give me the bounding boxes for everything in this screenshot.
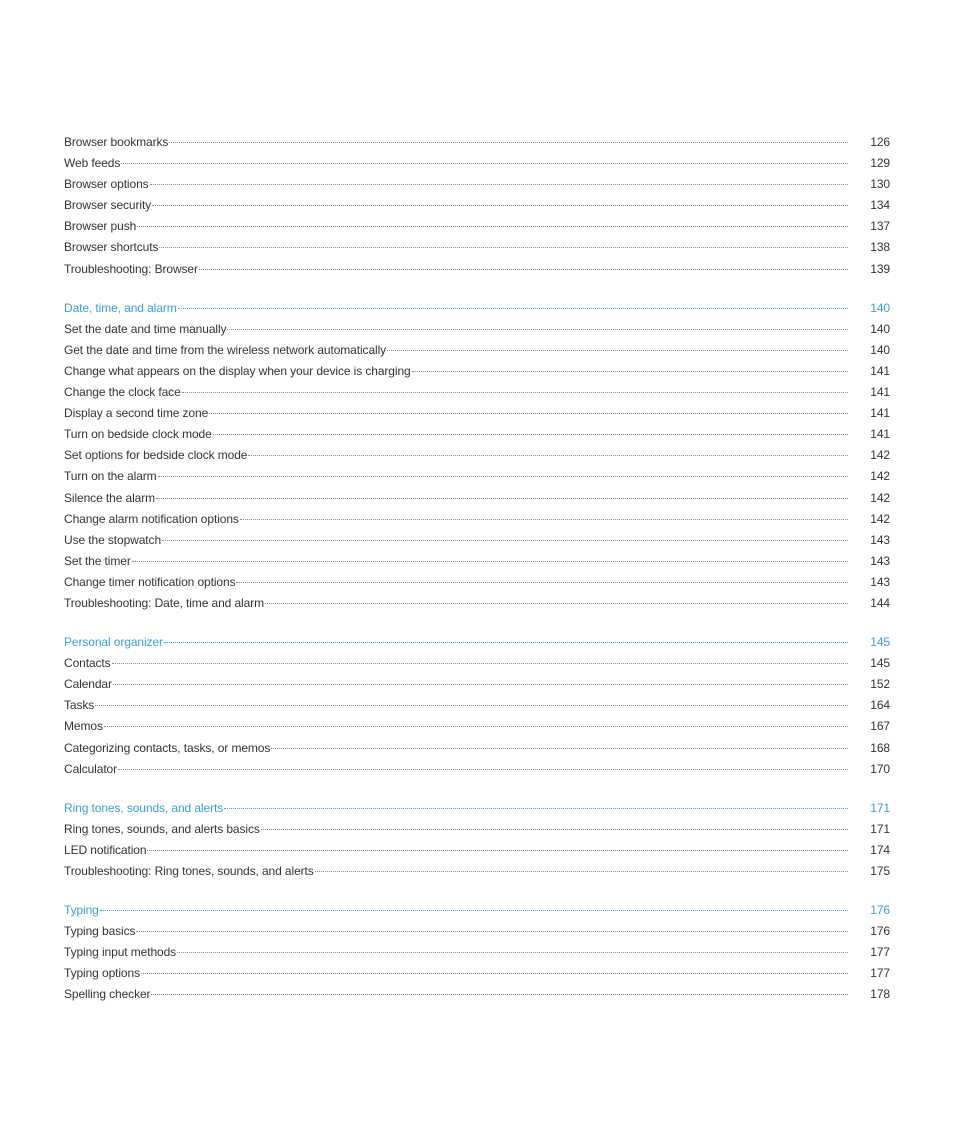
toc-heading-label: Ring tones, sounds, and alerts: [64, 800, 224, 815]
toc-entry[interactable]: [64, 488, 890, 509]
toc-entry-label: Web feeds: [64, 156, 121, 171]
page-number: 170: [870, 761, 890, 776]
page-number: 143: [870, 553, 890, 568]
dot-leader: [151, 993, 848, 995]
toc-entry-label: Display a second time zone: [64, 406, 209, 421]
dot-leader: [118, 768, 848, 770]
toc-entry[interactable]: [64, 237, 890, 258]
toc-entry[interactable]: [64, 259, 890, 280]
dot-leader: [152, 204, 848, 206]
page-number: 168: [870, 740, 890, 755]
toc-entry[interactable]: [64, 382, 890, 403]
dot-leader: [159, 246, 848, 248]
page-number: 141: [870, 363, 890, 378]
toc-section: [64, 632, 890, 780]
dot-leader: [100, 909, 848, 911]
dot-leader: [136, 930, 848, 932]
toc-entry-label: Browser shortcuts: [64, 240, 159, 255]
toc-entry[interactable]: [64, 216, 890, 237]
toc-entry-label: Troubleshooting: Browser: [64, 261, 198, 276]
toc-entry-label: Spelling checker: [64, 987, 151, 1002]
dot-leader: [265, 602, 848, 604]
toc-entry-label: Memos: [64, 719, 103, 734]
toc-entry-label: Change alarm notification options: [64, 511, 239, 526]
dot-leader: [236, 581, 848, 583]
dot-leader: [150, 183, 848, 185]
toc-entry-label: Change timer notification options: [64, 574, 236, 589]
dot-leader: [169, 141, 848, 143]
toc-entry-label: Browser security: [64, 198, 152, 213]
toc-entry-label: Troubleshooting: Ring tones, sounds, and alerts: [64, 864, 314, 878]
toc-entry[interactable]: [64, 530, 890, 551]
page-number: 143: [870, 574, 890, 589]
page-number: 176: [870, 903, 890, 918]
dot-leader: [209, 412, 848, 414]
toc-entry[interactable]: [64, 153, 890, 174]
page-number: 140: [870, 321, 890, 336]
dot-leader: [224, 807, 848, 809]
toc-entry-label: Tasks: [64, 698, 95, 713]
toc-entry-label: Browser options: [64, 177, 149, 192]
toc-section-heading[interactable]: [64, 900, 890, 921]
toc-heading-label: Date, time, and alarm: [64, 300, 177, 315]
page-number: 129: [870, 156, 890, 171]
toc-entry-label: Set the timer: [64, 553, 131, 568]
toc-entry[interactable]: [64, 759, 890, 780]
dot-leader: [95, 704, 848, 706]
toc-entry-label: Use the stopwatch: [64, 532, 162, 547]
toc-entry-label: Typing options: [64, 966, 140, 981]
page-number: 152: [870, 677, 890, 692]
dot-leader: [248, 454, 848, 456]
page-number: 139: [870, 261, 890, 276]
toc-entry[interactable]: [64, 840, 890, 861]
toc-entry-label: LED notification: [64, 842, 147, 857]
dot-leader: [240, 518, 848, 520]
toc-entry-label: Categorizing contacts, tasks, or memos: [64, 740, 271, 755]
toc-entry[interactable]: [64, 674, 890, 695]
dot-leader: [177, 951, 848, 953]
toc-entry[interactable]: [64, 942, 890, 963]
toc-entry[interactable]: [64, 984, 890, 1005]
page-number: 144: [870, 595, 890, 610]
toc-entry-label: Typing basics: [64, 924, 136, 939]
toc-entry[interactable]: [64, 695, 890, 716]
toc-heading-label: Typing: [64, 903, 99, 918]
toc-entry-label: Calendar: [64, 677, 112, 692]
toc-heading-label: Personal organizer: [64, 635, 163, 650]
page-number: 174: [870, 842, 890, 857]
page-number: 175: [870, 864, 890, 878]
toc-entry-label: Change the clock face: [64, 385, 181, 400]
page-number: 177: [870, 945, 890, 960]
page-number: 142: [870, 511, 890, 526]
toc-entry[interactable]: [64, 174, 890, 195]
dot-leader: [137, 225, 848, 227]
toc-entry[interactable]: [64, 738, 890, 759]
dot-leader: [104, 725, 848, 727]
toc-entry-label: Ring tones, sounds, and alerts basics: [64, 821, 260, 836]
toc-entry[interactable]: [64, 653, 890, 674]
toc-entry-label: Change what appears on the display when your device is charging: [64, 363, 411, 378]
toc-entry[interactable]: [64, 509, 890, 530]
page-number: 171: [870, 821, 890, 836]
dot-leader: [147, 849, 848, 851]
dot-leader: [182, 391, 848, 393]
toc-entry[interactable]: [64, 195, 890, 216]
toc-entry-label: Browser push: [64, 219, 137, 234]
page-number: 176: [870, 924, 890, 939]
page-number: 178: [870, 987, 890, 1002]
dot-leader: [121, 162, 848, 164]
toc-section-heading[interactable]: [64, 632, 890, 653]
page-number: 141: [870, 406, 890, 421]
page-number: 142: [870, 490, 890, 505]
page-number: 141: [870, 427, 890, 442]
dot-leader: [112, 662, 848, 664]
toc-entry[interactable]: [64, 593, 890, 614]
toc-entry[interactable]: [64, 819, 890, 840]
page-number: 145: [870, 656, 890, 671]
toc-entry[interactable]: [64, 445, 890, 466]
dot-leader: [315, 870, 848, 872]
page-number: 138: [870, 240, 890, 255]
toc-entry-label: Turn on bedside clock mode: [64, 427, 212, 442]
dot-leader: [158, 475, 848, 477]
dot-leader: [178, 307, 848, 309]
dot-leader: [132, 560, 848, 562]
toc-entry[interactable]: [64, 132, 890, 153]
toc-entry-label: Set options for bedside clock mode: [64, 448, 248, 463]
toc-entry-label: Troubleshooting: Date, time and alarm: [64, 595, 264, 610]
page-number: 126: [870, 135, 890, 149]
toc-entry-label: Turn on the alarm: [64, 469, 157, 484]
page-number: 142: [870, 448, 890, 463]
page-number: 171: [870, 800, 890, 815]
table-of-contents: [64, 132, 890, 1024]
toc-section: [64, 798, 890, 882]
dot-leader: [164, 641, 848, 643]
dot-leader: [227, 328, 848, 330]
toc-section: [64, 132, 890, 280]
dot-leader: [387, 349, 848, 351]
page-number: 177: [870, 966, 890, 981]
toc-entry[interactable]: [64, 361, 890, 382]
toc-entry-label: Set the date and time manually: [64, 321, 227, 336]
page-number: 130: [870, 177, 890, 192]
toc-section: [64, 298, 890, 614]
toc-entry[interactable]: [64, 466, 890, 487]
dot-leader: [141, 972, 848, 974]
toc-entry[interactable]: [64, 963, 890, 984]
toc-entry[interactable]: [64, 403, 890, 424]
toc-entry[interactable]: [64, 572, 890, 593]
toc-entry[interactable]: [64, 551, 890, 572]
toc-entry[interactable]: [64, 424, 890, 445]
toc-entry[interactable]: [64, 340, 890, 361]
dot-leader: [162, 539, 848, 541]
page-number: 141: [870, 385, 890, 400]
toc-entry-label: Contacts: [64, 656, 111, 671]
toc-entry[interactable]: [64, 861, 890, 882]
toc-entry-label: Typing input methods: [64, 945, 177, 960]
dot-leader: [271, 747, 848, 749]
toc-entry[interactable]: [64, 921, 890, 942]
dot-leader: [213, 433, 848, 435]
toc-section: [64, 900, 890, 1005]
dot-leader: [156, 497, 848, 499]
dot-leader: [199, 268, 848, 270]
toc-entry-label: Browser bookmarks: [64, 135, 169, 149]
dot-leader: [412, 370, 848, 372]
page-number: 142: [870, 469, 890, 484]
toc-entry-label: Get the date and time from the wireless network automatically: [64, 342, 387, 357]
toc-entry[interactable]: [64, 319, 890, 340]
page-number: 145: [870, 635, 890, 650]
page-number: 164: [870, 698, 890, 713]
dot-leader: [113, 683, 848, 685]
toc-entry-label: Silence the alarm: [64, 490, 156, 505]
toc-entry-label: Calculator: [64, 761, 118, 776]
page-number: 143: [870, 532, 890, 547]
page-number: 134: [870, 198, 890, 213]
dot-leader: [261, 828, 848, 830]
toc-entry[interactable]: [64, 716, 890, 737]
toc-section-heading[interactable]: [64, 298, 890, 319]
page-number: 140: [870, 300, 890, 315]
page-number: 140: [870, 342, 890, 357]
page-number: 167: [870, 719, 890, 734]
page-number: 137: [870, 219, 890, 234]
toc-section-heading[interactable]: [64, 798, 890, 819]
